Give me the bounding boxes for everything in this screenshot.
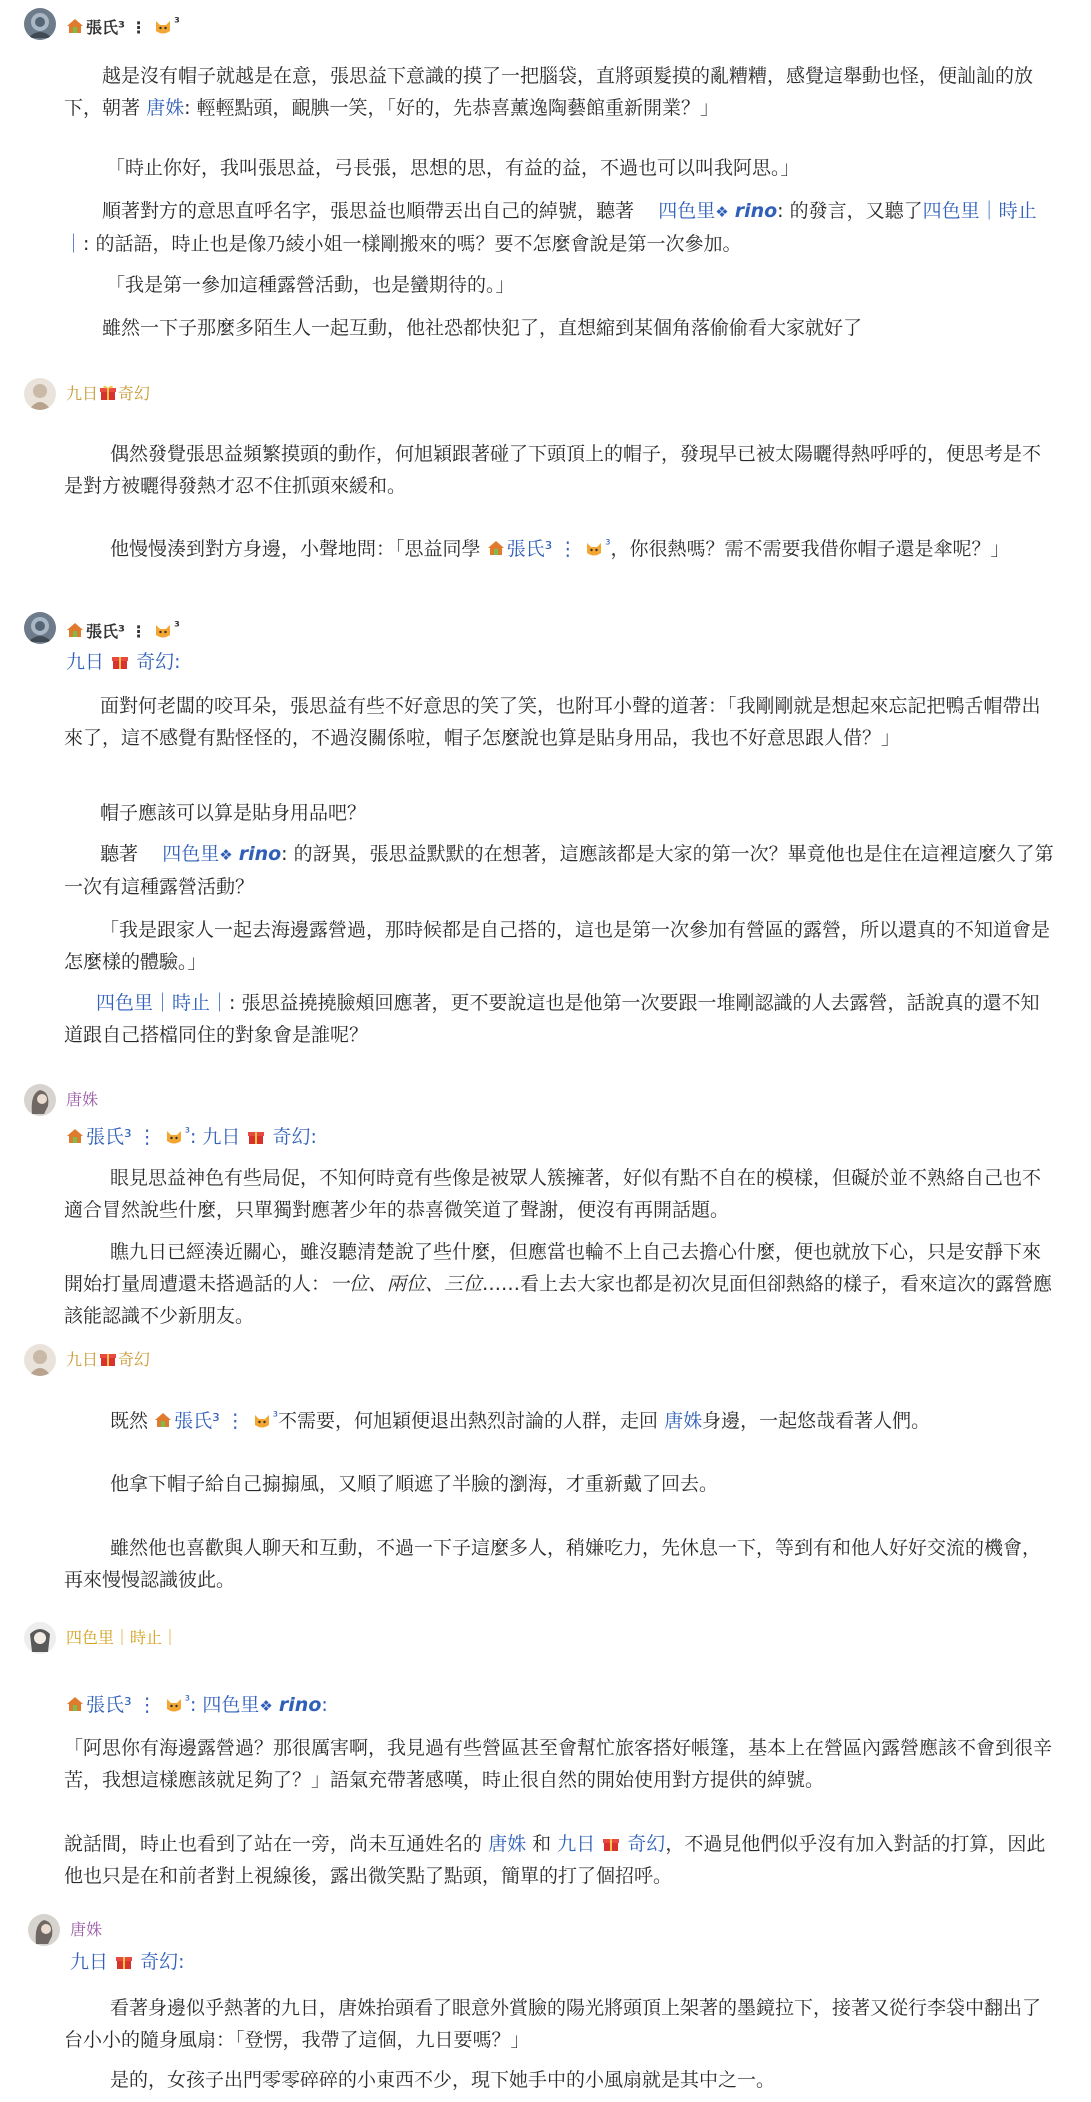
gift-icon [100,384,116,401]
post-paragraph: 是的，女孩子出門零零碎碎的小東西不少，現下她手中的小風扇就是其中之一。 [110,2069,776,2091]
reply-to-line [66,1686,328,1722]
post-paragraph: 「我是第一參加這種露營活動，也是蠻期待的。」 [106,274,515,296]
post-zhang-2 [0,612,1091,1046]
post-si-1 [0,1622,1091,1887]
cat-icon [165,1697,183,1713]
post-header [0,1622,1091,1656]
post-zhang-1 [0,8,1091,339]
mention-jiu[interactable]: 九日 奇幻: [202,1126,317,1148]
mention-tang[interactable]: 唐姝 [146,97,185,119]
gift-icon [248,1128,264,1145]
post-paragraph: 聽著 四色里❖ rino: 的訝異，張思益默默的在想著，這應該都是大家的第一次？畢竟他也是住在這裡這麼久了第一次有這種露營活動？ [64,843,1054,898]
post-header [0,1344,1091,1378]
gift-icon [116,1953,132,1970]
cat-icon [585,541,603,557]
house-icon [66,1696,84,1712]
author-name[interactable]: 唐姝 [66,1090,99,1109]
post-paragraph: 既然 張氏³ ⋮ $^{^3}$不需要，何旭穎便退出熱烈討論的人群，走回 唐姝身邊，一起悠哉看著人們。 [110,1410,931,1432]
mention-si-rino[interactable]: 四色里❖ rino [658,200,778,222]
mention-zhang[interactable]: 張氏³ ⋮ $^{^3}$ [154,1410,278,1432]
gift-icon [603,1835,619,1852]
house-icon [66,18,84,34]
mention-si-rino[interactable]: 四色里❖ rino [162,843,282,865]
post-paragraph: 眼見思益神色有些局促，不知何時竟有些像是被眾人簇擁著，好似有點不自在的模樣，但礙於並不熟絡自己也不適合冒然說些什麼，只單獨對應著少年的恭喜微笑道了聲謝，便沒有再開話題。 [64,1167,1042,1221]
post-header [0,612,1091,646]
mention-si-rino[interactable]: 四色里❖ rino: [202,1694,328,1716]
avatar[interactable] [28,1914,60,1946]
author-name[interactable]: 張氏³ ⋮ $^{^3}$ [66,613,180,647]
reply-to-jiu[interactable]: 九日 奇幻: [66,651,181,673]
post-tang-1 [0,1084,1091,1327]
mention-zhang[interactable]: 張氏³ ⋮ $^{^3}$ [487,538,611,560]
post-paragraph: 「阿思你有海邊露營過？那很厲害啊，我見過有些營區甚至會幫忙旅客搭好帳篷，基本上在營區內露營應該不會到很辛苦，我想這樣應該就足夠了？」語氣充帶著感嘆，時止很自然的開始使用對方提供的綽號。 [64,1737,1053,1791]
author-name[interactable]: 九日 奇幻 [66,1350,151,1369]
post-paragraph: 四色里｜時止｜: 張思益撓撓臉頰回應著，更不要說這也是他第一次要跟一堆剛認識的人去露營，話說真的還不知道跟自己搭檔同住的對象會是誰呢？ [64,992,1040,1046]
post-paragraph: 偶然發覺張思益頻繁摸頭的動作，何旭穎跟著碰了下頭頂上的帽子，發現早已被太陽曬得熱呼呼的，便思考是不是對方被曬得發熱才忍不住抓頭來緩和。 [64,443,1042,497]
gift-icon [112,653,128,670]
author-name[interactable]: 張氏³ ⋮ $^{^3}$ [66,9,180,43]
post-paragraph: 帽子應該可以算是貼身用品吧？ [100,802,367,824]
post-paragraph: 「我是跟家人一起去海邊露營過，那時候都是自己搭的，這也是第一次參加有營區的露營，所以還真的不知道會是怎麼樣的體驗。」 [64,919,1051,973]
house-icon [154,1412,172,1428]
avatar[interactable] [24,612,56,644]
post-paragraph: 「時止你好，我叫張思益，弓長張，思想的思，有益的益，不過也可以叫我阿思。」 [106,157,800,179]
post-paragraph: 越是沒有帽子就越是在意，張思益下意識的摸了一把腦袋，直將頭髮摸的亂糟糟，感覺這舉動也怪，便訕訕的放下，朝著 唐姝: 輕輕點頭，靦腆一笑，「好的，先恭喜薰逸陶藝館重新開業？」 [64,65,1034,119]
mention-tang[interactable]: 唐姝 [488,1833,527,1855]
mention-si-shizhi[interactable]: 四色里｜時止｜ [96,992,230,1014]
post-paragraph: 雖然他也喜歡與人聊天和互動，不過一下子這麼多人，稍嫌吃力，先休息一下，等到有和他人好好交流的機會，再來慢慢認識彼此。 [64,1537,1042,1591]
avatar[interactable] [24,1084,56,1116]
post-paragraph: 面對何老闆的咬耳朵，張思益有些不好意思的笑了笑，也附耳小聲的道著：「我剛剛就是想起來忘記把鴨舌帽帶出來了，這不感覺有點怪怪的，不過沒關係啦，帽子怎麼說也算是貼身用品，我也不好意思跟人借？」 [64,695,1041,749]
mention-tang[interactable]: 唐姝 [664,1410,703,1432]
cat-icon [253,1413,271,1429]
mention-si-shizhi[interactable]: 四色里｜時止｜ [64,200,1037,255]
cat-icon [154,623,172,639]
post-paragraph: 他拿下帽子給自己搧搧風，又順了順遮了半臉的瀏海，才重新戴了回去。 [110,1473,719,1495]
post-header [0,378,1091,412]
reply-to-line [66,1118,317,1153]
post-jiu-2 [0,1344,1091,1591]
avatar[interactable] [24,378,56,410]
mention-zhang[interactable]: 張氏³ ⋮ $^{^3}$: [66,1126,196,1148]
house-icon [66,622,84,638]
reply-to-jiu[interactable]: 九日 奇幻: [70,1951,185,1973]
mention-zhang[interactable]: 張氏³ ⋮ $^{^3}$: [66,1694,196,1716]
author-name[interactable]: 唐姝 [70,1920,103,1939]
avatar[interactable] [24,8,56,40]
author-name[interactable]: 九日 奇幻 [66,384,151,403]
post-paragraph: 雖然一下子那麼多陌生人一起互動，他社恐都快犯了，直想縮到某個角落偷偷看大家就好了 [102,317,863,339]
post-paragraph: 順著對方的意思直呼名字，張思益也順帶丟出自己的綽號，聽著 四色里❖ rino: 的發言，又聽了四色里｜時止｜: 的話語，時止也是像乃綾小姐一樣剛搬來的嗎？要不怎麼會說是第一次參加。 [64,200,1037,255]
avatar[interactable] [24,1622,56,1654]
cat-icon [154,19,172,35]
post-paragraph: 說話間，時止也看到了站在一旁，尚未互通姓名的 唐姝 和 九日 奇幻，不過見他們似乎沒有加入對話的打算，因此他也只是在和前者對上視線後，露出微笑點了點頭，簡單的打了個招呼。 [64,1833,1046,1887]
post-jiu-1 [0,378,1091,560]
mention-jiu[interactable]: 九日 奇幻 [557,1833,666,1855]
gift-icon [100,1350,116,1367]
post-header [0,8,1091,42]
cat-icon [165,1129,183,1145]
post-paragraph: 他慢慢湊到對方身邊，小聲地問：「思益同學 張氏³ ⋮ $^{^3}$，你很熱嗎？需不需要我借你帽子還是傘呢？」 [110,538,1010,560]
post-header [0,1914,1091,1948]
house-icon [487,540,505,556]
post-tang-2 [0,1914,1091,2091]
post-paragraph: 看著身邊似乎熱著的九日，唐姝抬頭看了眼意外賞臉的陽光將頭頂上架著的墨鏡拉下，接著又從行李袋中翻出了台小小的隨身風扇：「登愣，我帶了這個，九日要嗎？」 [64,1997,1042,2051]
author-name[interactable]: 四色里｜時止｜ [66,1628,179,1647]
house-icon [66,1128,84,1144]
post-paragraph: 瞧九日已經湊近關心，雖沒聽清楚說了些什麼，但應當也輪不上自己去擔心什麼，便也就放下心，只是安靜下來開始打量周遭還未搭過話的人：一位、兩位、三位……看上去大家也都是初次見面但卻熱絡的樣子，看來這次的露營應該能認識不少新朋友。 [64,1241,1053,1327]
avatar[interactable] [24,1344,56,1376]
post-header [0,1084,1091,1118]
